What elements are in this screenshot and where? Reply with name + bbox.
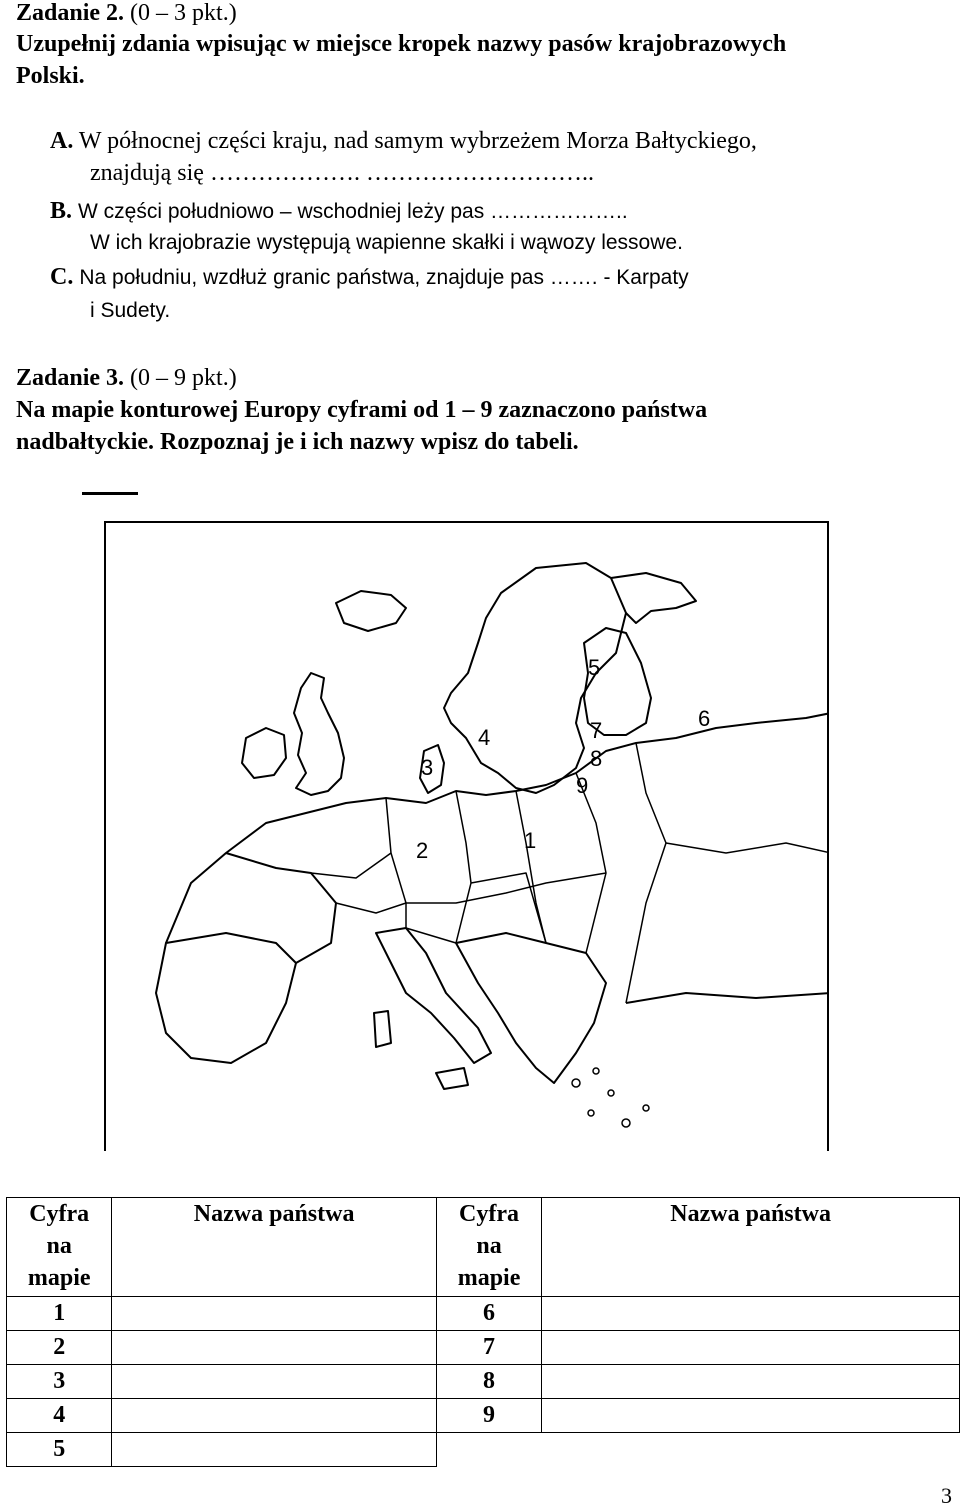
header-word-3: mapie — [27, 1265, 91, 1291]
map-label-4: 4 — [478, 725, 491, 750]
europe-map-drawing — [106, 523, 829, 1151]
task2-points: (0 – 3 pkt.) — [130, 0, 237, 26]
table-row — [7, 1399, 960, 1433]
task3-instruction-2: nadbałtyckie. Rozpoznaj je i ich nazwy wpisz do tabeli. — [16, 429, 579, 455]
turkey-outline — [626, 993, 829, 1003]
sicily-outline — [436, 1068, 468, 1089]
task3-title: Zadanie 3. — [16, 365, 125, 391]
map-label-3: 3 — [421, 755, 434, 780]
table-row — [7, 1433, 960, 1467]
answer-table — [6, 1197, 960, 1467]
sardinia-outline — [374, 1011, 391, 1047]
row-number: 9 — [436, 1399, 541, 1433]
header-number-left — [7, 1198, 112, 1297]
task2-item-a — [50, 126, 757, 156]
task3-heading — [16, 363, 237, 393]
row-number: 7 — [436, 1331, 541, 1365]
map-label-5: 5 — [588, 655, 601, 680]
table-row — [7, 1331, 960, 1365]
row-number: 2 — [7, 1331, 112, 1365]
table-row — [7, 1365, 960, 1399]
answer-cell[interactable] — [112, 1331, 436, 1365]
answer-cell[interactable] — [542, 1399, 960, 1433]
task2-instruction-2: Polski. — [16, 63, 85, 89]
header-word-2: na — [476, 1233, 502, 1259]
task2-item-b-line2: W ich krajobrazie występują wapienne skałki i wąwozy lessowe. — [90, 231, 683, 254]
empty-cell — [542, 1433, 960, 1467]
map-label-6: 6 — [698, 706, 711, 731]
row-number: 5 — [7, 1433, 112, 1467]
task3-points: (0 – 9 pkt.) — [130, 365, 237, 391]
map-label-2: 2 — [416, 838, 429, 863]
answer-cell[interactable] — [112, 1433, 436, 1467]
empty-cell — [436, 1433, 541, 1467]
row-number: 4 — [7, 1399, 112, 1433]
iceland-outline — [336, 591, 406, 631]
answer-cell[interactable] — [542, 1297, 960, 1331]
map-label-9: 9 — [576, 773, 589, 798]
mainland-coast — [166, 713, 829, 943]
row-number: 6 — [436, 1297, 541, 1331]
table-header-row — [7, 1198, 960, 1297]
task2-title: Zadanie 2. — [16, 0, 125, 26]
item-a-text: W północnej części kraju, nad samym wybrzeżem Morza Bałtyckiego, — [78, 128, 757, 154]
header-word-2: na — [46, 1233, 72, 1259]
map-label-1: 1 — [524, 828, 537, 853]
answer-cell[interactable] — [112, 1399, 436, 1433]
map-label-8: 8 — [590, 746, 603, 771]
header-name-left: Nazwa państwa — [112, 1198, 436, 1297]
table-row — [7, 1297, 960, 1331]
europe-outline-map — [104, 521, 829, 1151]
row-number: 8 — [436, 1365, 541, 1399]
row-number: 3 — [7, 1365, 112, 1399]
item-c-label: C. — [50, 264, 74, 290]
answer-cell[interactable] — [112, 1297, 436, 1331]
header-word-1: Cyfra — [459, 1201, 520, 1227]
item-b-label: B. — [50, 198, 73, 224]
ireland-outline — [242, 728, 286, 778]
item-c-text: Na południu, wzdłuż granic państwa, znajduje pas ……. - Karpaty — [79, 266, 689, 289]
kola-outline — [611, 573, 696, 623]
task2-item-c-line2: i Sudety. — [90, 299, 171, 322]
item-a-label: A. — [50, 128, 74, 154]
task2-instruction-1: Uzupełnij zdania wpisując w miejsce kropek nazwy pasów krajobrazowych — [16, 31, 787, 57]
france-outline — [226, 853, 336, 963]
task2-item-c — [50, 262, 689, 293]
answer-cell[interactable] — [542, 1331, 960, 1365]
italy-outline — [376, 928, 491, 1063]
header-word-3: mapie — [457, 1265, 521, 1291]
item-b-text: W części południowo – wschodniej leży pas ……………….. — [78, 200, 628, 223]
task3-instruction-1: Na mapie konturowej Europy cyframi od 1 – 9 zaznaczono państwa — [16, 397, 708, 423]
answer-cell[interactable] — [112, 1365, 436, 1399]
row-number: 1 — [7, 1297, 112, 1331]
great-britain-outline — [294, 673, 344, 795]
page-number: 3 — [941, 1483, 952, 1508]
iberia-outline — [156, 933, 296, 1063]
header-number-right — [436, 1198, 541, 1297]
map-label-7: 7 — [590, 718, 603, 743]
task2-item-b — [50, 196, 628, 227]
answer-cell[interactable] — [542, 1365, 960, 1399]
header-word-1: Cyfra — [29, 1201, 90, 1227]
scale-mark — [82, 492, 138, 495]
header-name-right: Nazwa państwa — [542, 1198, 960, 1297]
task2-item-a-line2: znajdują się ………………. ……………………….. — [90, 160, 594, 186]
task2-heading — [16, 0, 237, 28]
